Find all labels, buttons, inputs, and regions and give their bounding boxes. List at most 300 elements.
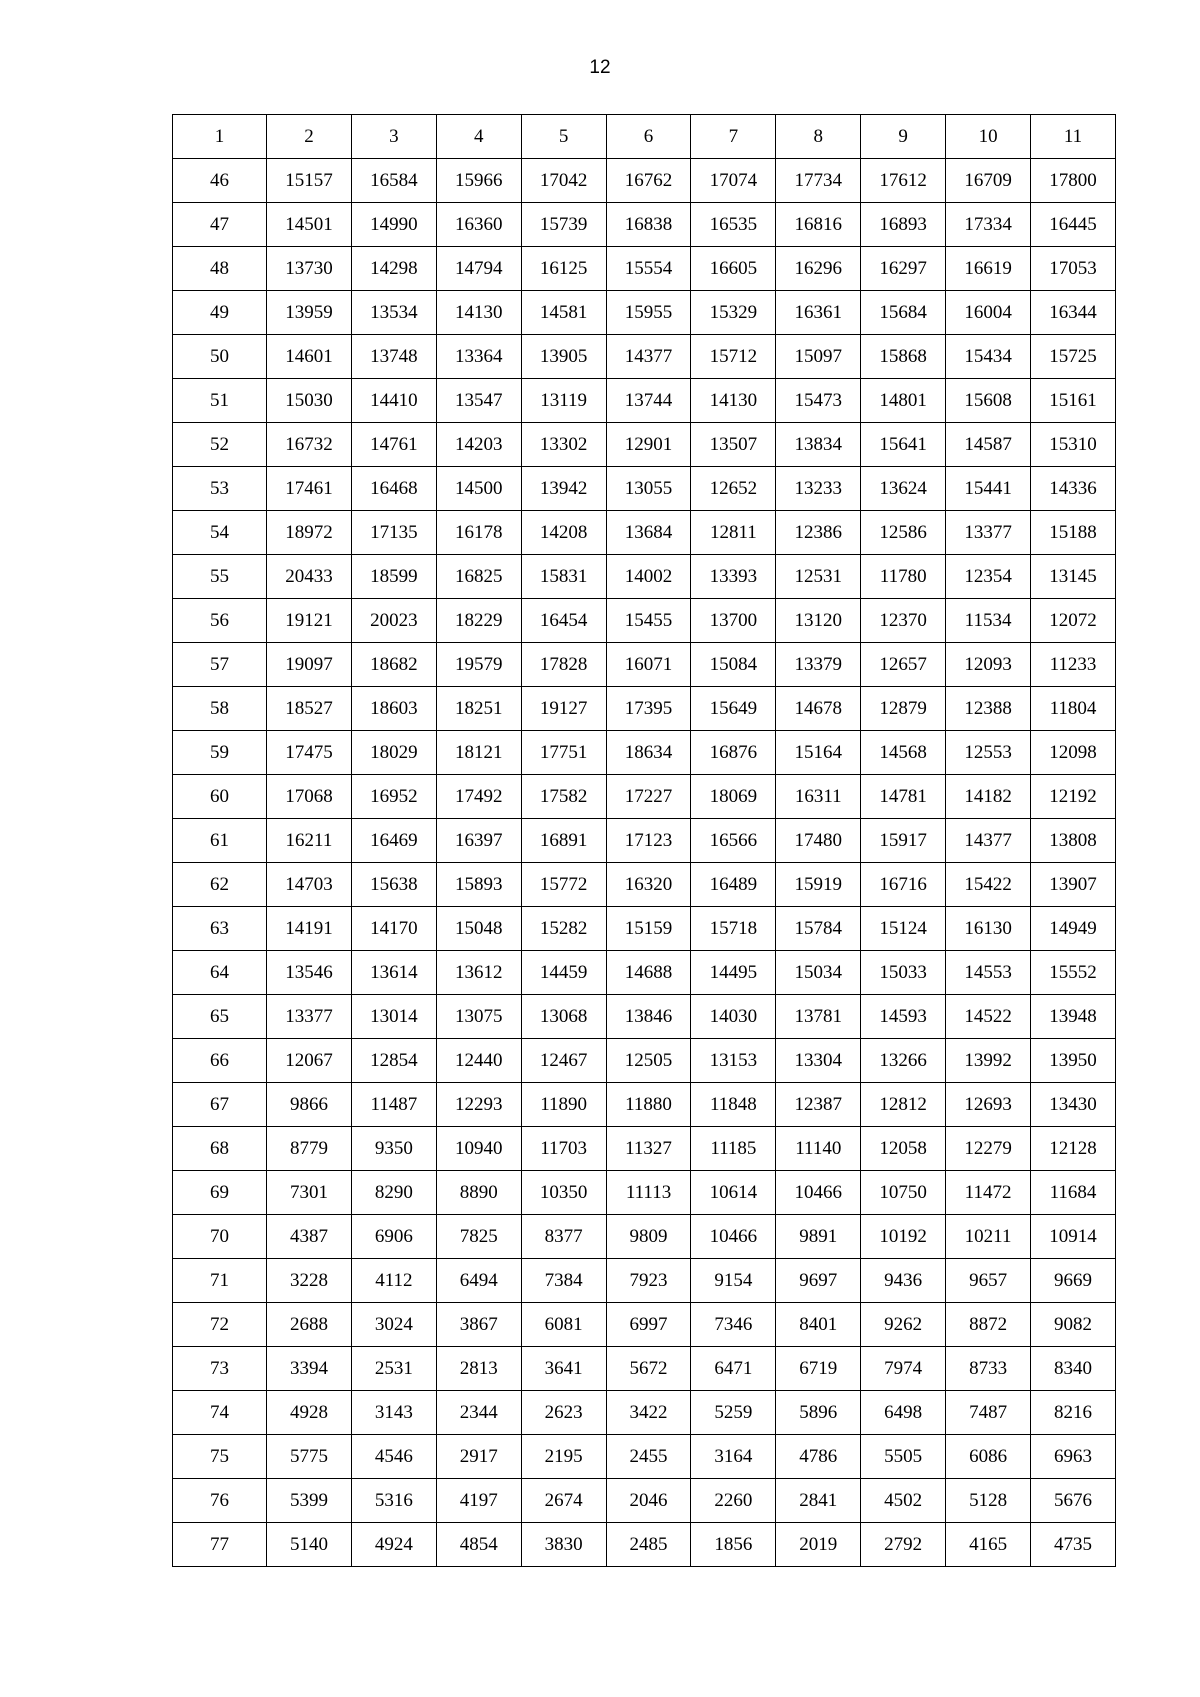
table-cell: 15164 [776,731,861,775]
table-cell: 15554 [606,247,691,291]
table-cell: 4924 [351,1523,436,1567]
table-cell: 12693 [946,1083,1031,1127]
table-cell: 15097 [776,335,861,379]
table-cell: 8779 [267,1127,352,1171]
table-cell: 2688 [267,1303,352,1347]
table-cell: 5676 [1031,1479,1116,1523]
table-cell: 12531 [776,555,861,599]
table-cell: 14298 [351,247,436,291]
row-label-cell: 71 [173,1259,267,1303]
table-cell: 2623 [521,1391,606,1435]
table-cell: 18682 [351,643,436,687]
table-cell: 14688 [606,951,691,995]
row-label-cell: 54 [173,511,267,555]
table-cell: 3164 [691,1435,776,1479]
table-cell: 20433 [267,555,352,599]
table-cell: 14990 [351,203,436,247]
table-cell: 2841 [776,1479,861,1523]
table-cell: 16397 [436,819,521,863]
table-row [173,511,1116,555]
table-cell: 12293 [436,1083,521,1127]
table-cell: 12354 [946,555,1031,599]
table-cell: 7301 [267,1171,352,1215]
table-cell: 6997 [606,1303,691,1347]
table-cell: 16489 [691,863,776,907]
table-cell: 7923 [606,1259,691,1303]
table-cell: 16311 [776,775,861,819]
table-cell: 16619 [946,247,1031,291]
table-cell: 16816 [776,203,861,247]
table-cell: 13233 [776,467,861,511]
table-cell: 4546 [351,1435,436,1479]
table-cell: 6494 [436,1259,521,1303]
row-label-cell: 67 [173,1083,267,1127]
table-cell: 9350 [351,1127,436,1171]
table-cell: 16297 [861,247,946,291]
table-cell: 13119 [521,379,606,423]
page-number: 12 [589,57,611,78]
table-cell: 15161 [1031,379,1116,423]
table-cell: 13379 [776,643,861,687]
table-cell: 18069 [691,775,776,819]
table-cell: 18599 [351,555,436,599]
table-cell: 16732 [267,423,352,467]
table-cell: 12553 [946,731,1031,775]
table-cell: 11848 [691,1083,776,1127]
table-cell: 11703 [521,1127,606,1171]
table-cell: 11684 [1031,1171,1116,1215]
table-cell: 19579 [436,643,521,687]
table-cell: 4502 [861,1479,946,1523]
table-cell: 11185 [691,1127,776,1171]
table-cell: 6906 [351,1215,436,1259]
table-cell: 13507 [691,423,776,467]
table-cell: 14581 [521,291,606,335]
row-label-cell: 68 [173,1127,267,1171]
row-label-cell: 59 [173,731,267,775]
table-cell: 16296 [776,247,861,291]
table-cell: 12440 [436,1039,521,1083]
table-cell: 5140 [267,1523,352,1567]
table-cell: 18603 [351,687,436,731]
table-cell: 16952 [351,775,436,819]
table-row [173,731,1116,775]
column-header: 7 [691,115,776,159]
row-label-cell: 56 [173,599,267,643]
table-cell: 15282 [521,907,606,951]
table-cell: 13302 [521,423,606,467]
table-cell: 12812 [861,1083,946,1127]
row-label-cell: 49 [173,291,267,335]
table-cell: 11327 [606,1127,691,1171]
table-cell: 12279 [946,1127,1031,1171]
table-cell: 5672 [606,1347,691,1391]
table-cell: 17800 [1031,159,1116,203]
table-cell: 16566 [691,819,776,863]
table-cell: 9262 [861,1303,946,1347]
table-cell: 10466 [776,1171,861,1215]
table-cell: 15772 [521,863,606,907]
table-cell: 18121 [436,731,521,775]
table-cell: 17068 [267,775,352,819]
table-cell: 14191 [267,907,352,951]
table-cell: 13846 [606,995,691,1039]
table-cell: 8401 [776,1303,861,1347]
table-cell: 17582 [521,775,606,819]
table-cell: 7487 [946,1391,1031,1435]
table-cell: 12901 [606,423,691,467]
table-row [173,819,1116,863]
table-cell: 15739 [521,203,606,247]
table-cell: 14801 [861,379,946,423]
table-cell: 2455 [606,1435,691,1479]
table-cell: 12657 [861,643,946,687]
table-cell: 15157 [267,159,352,203]
table-cell: 17135 [351,511,436,555]
table-cell: 16605 [691,247,776,291]
table-cell: 5399 [267,1479,352,1523]
table-cell: 9154 [691,1259,776,1303]
table-cell: 4854 [436,1523,521,1567]
table-cell: 17475 [267,731,352,775]
table-cell: 14678 [776,687,861,731]
table-cell: 11880 [606,1083,691,1127]
table-cell: 12467 [521,1039,606,1083]
table-cell: 16535 [691,203,776,247]
column-header: 6 [606,115,691,159]
table-cell: 13992 [946,1039,1031,1083]
row-label-cell: 70 [173,1215,267,1259]
table-cell: 10750 [861,1171,946,1215]
table-cell: 10914 [1031,1215,1116,1259]
table-cell: 17734 [776,159,861,203]
table-cell: 12370 [861,599,946,643]
table-cell: 2344 [436,1391,521,1435]
table-cell: 16838 [606,203,691,247]
table-cell: 13905 [521,335,606,379]
table-cell: 12072 [1031,599,1116,643]
table-row [173,907,1116,951]
table-cell: 14568 [861,731,946,775]
table-cell: 8890 [436,1171,521,1215]
table-cell: 14377 [606,335,691,379]
table-cell: 18634 [606,731,691,775]
table-cell: 2195 [521,1435,606,1479]
table-cell: 5896 [776,1391,861,1435]
table-cell: 9436 [861,1259,946,1303]
row-label-cell: 75 [173,1435,267,1479]
table-cell: 8872 [946,1303,1031,1347]
table-cell: 14500 [436,467,521,511]
table-cell: 10614 [691,1171,776,1215]
table-cell: 9657 [946,1259,1031,1303]
table-cell: 18251 [436,687,521,731]
table-cell: 16709 [946,159,1031,203]
table-cell: 12128 [1031,1127,1116,1171]
table-cell: 12811 [691,511,776,555]
table-cell: 14030 [691,995,776,1039]
row-label-cell: 74 [173,1391,267,1435]
table-cell: 12879 [861,687,946,731]
table-cell: 15784 [776,907,861,951]
table-cell: 16469 [351,819,436,863]
table-cell: 14949 [1031,907,1116,951]
table-cell: 4928 [267,1391,352,1435]
table-cell: 17123 [606,819,691,863]
table-cell: 14182 [946,775,1031,819]
table-cell: 6963 [1031,1435,1116,1479]
row-label-cell: 47 [173,203,267,247]
row-label-cell: 73 [173,1347,267,1391]
table-cell: 18029 [351,731,436,775]
table-cell: 2260 [691,1479,776,1523]
table-cell: 15124 [861,907,946,951]
row-label-cell: 46 [173,159,267,203]
table-row [173,1523,1116,1567]
table-cell: 16876 [691,731,776,775]
table-cell: 15455 [606,599,691,643]
table-row [173,599,1116,643]
table-cell: 14203 [436,423,521,467]
table-cell: 9809 [606,1215,691,1259]
column-header: 11 [1031,115,1116,159]
table-cell: 2813 [436,1347,521,1391]
table-cell: 2046 [606,1479,691,1523]
table-cell: 14501 [267,203,352,247]
row-label-cell: 72 [173,1303,267,1347]
table-cell: 14459 [521,951,606,995]
table-cell: 15084 [691,643,776,687]
table-cell: 14130 [436,291,521,335]
table-cell: 14377 [946,819,1031,863]
table-cell: 14587 [946,423,1031,467]
row-label-cell: 50 [173,335,267,379]
column-header: 3 [351,115,436,159]
table-cell: 12386 [776,511,861,555]
table-cell: 3024 [351,1303,436,1347]
table-cell: 13377 [946,511,1031,555]
table-cell: 16716 [861,863,946,907]
table-cell: 14522 [946,995,1031,1039]
table-cell: 15684 [861,291,946,335]
table-row [173,1391,1116,1435]
table-cell: 13266 [861,1039,946,1083]
table-cell: 12854 [351,1039,436,1083]
table-cell: 14781 [861,775,946,819]
table-row [173,467,1116,511]
table-cell: 16125 [521,247,606,291]
table-cell: 13748 [351,335,436,379]
table-cell: 13075 [436,995,521,1039]
table-cell: 15868 [861,335,946,379]
table-cell: 4387 [267,1215,352,1259]
table-cell: 16344 [1031,291,1116,335]
table-cell: 13393 [691,555,776,599]
data-table [172,114,1116,1567]
table-cell: 12387 [776,1083,861,1127]
table-cell: 14703 [267,863,352,907]
table-cell: 4735 [1031,1523,1116,1567]
row-label-cell: 58 [173,687,267,731]
table-cell: 13948 [1031,995,1116,1039]
data-table-container [172,114,1115,1567]
table-cell: 12388 [946,687,1031,731]
table-cell: 16584 [351,159,436,203]
table-cell: 17480 [776,819,861,863]
table-cell: 9697 [776,1259,861,1303]
table-row [173,863,1116,907]
table-cell: 14170 [351,907,436,951]
table-row [173,687,1116,731]
row-label-cell: 64 [173,951,267,995]
table-row [173,1127,1116,1171]
table-cell: 13614 [351,951,436,995]
table-header-row [173,115,1116,159]
table-cell: 9082 [1031,1303,1116,1347]
table-cell: 13068 [521,995,606,1039]
table-cell: 12093 [946,643,1031,687]
table-cell: 17461 [267,467,352,511]
table-cell: 8733 [946,1347,1031,1391]
table-cell: 14495 [691,951,776,995]
table-cell: 15725 [1031,335,1116,379]
row-label-cell: 53 [173,467,267,511]
table-cell: 3394 [267,1347,352,1391]
table-cell: 20023 [351,599,436,643]
table-cell: 9891 [776,1215,861,1259]
table-cell: 17828 [521,643,606,687]
table-row [173,159,1116,203]
table-cell: 13153 [691,1039,776,1083]
table-cell: 6081 [521,1303,606,1347]
row-label-cell: 55 [173,555,267,599]
table-cell: 9866 [267,1083,352,1127]
row-label-cell: 62 [173,863,267,907]
table-cell: 2674 [521,1479,606,1523]
table-cell: 17334 [946,203,1031,247]
column-header: 2 [267,115,352,159]
table-cell: 2019 [776,1523,861,1567]
column-header: 4 [436,115,521,159]
table-cell: 13730 [267,247,352,291]
table-cell: 16762 [606,159,691,203]
table-cell: 7384 [521,1259,606,1303]
table-cell: 2792 [861,1523,946,1567]
table-cell: 13534 [351,291,436,335]
table-cell: 16071 [606,643,691,687]
table-cell: 13684 [606,511,691,555]
table-cell: 11113 [606,1171,691,1215]
table-cell: 8377 [521,1215,606,1259]
row-label-cell: 48 [173,247,267,291]
table-cell: 5316 [351,1479,436,1523]
table-cell: 7825 [436,1215,521,1259]
row-label-cell: 57 [173,643,267,687]
table-cell: 16178 [436,511,521,555]
table-cell: 16360 [436,203,521,247]
table-cell: 13781 [776,995,861,1039]
table-cell: 9669 [1031,1259,1116,1303]
row-label-cell: 65 [173,995,267,1039]
column-header: 8 [776,115,861,159]
table-cell: 13547 [436,379,521,423]
table-cell: 13808 [1031,819,1116,863]
table-cell: 16445 [1031,203,1116,247]
table-cell: 18972 [267,511,352,555]
table-row [173,291,1116,335]
table-cell: 10350 [521,1171,606,1215]
table-cell: 12192 [1031,775,1116,819]
table-cell: 14593 [861,995,946,1039]
column-header: 10 [946,115,1031,159]
table-cell: 15955 [606,291,691,335]
table-cell: 15831 [521,555,606,599]
table-cell: 8340 [1031,1347,1116,1391]
table-cell: 13055 [606,467,691,511]
table-cell: 10192 [861,1215,946,1259]
table-cell: 17053 [1031,247,1116,291]
table-row [173,1259,1116,1303]
table-cell: 15608 [946,379,1031,423]
table-cell: 15638 [351,863,436,907]
table-cell: 13364 [436,335,521,379]
table-cell: 16893 [861,203,946,247]
table-cell: 11487 [351,1083,436,1127]
table-cell: 12067 [267,1039,352,1083]
table-cell: 15473 [776,379,861,423]
table-cell: 17492 [436,775,521,819]
table-cell: 16130 [946,907,1031,951]
table-cell: 15030 [267,379,352,423]
table-cell: 10940 [436,1127,521,1171]
table-cell: 15966 [436,159,521,203]
column-header: 5 [521,115,606,159]
table-cell: 3143 [351,1391,436,1435]
table-row [173,379,1116,423]
row-label-cell: 77 [173,1523,267,1567]
table-cell: 11780 [861,555,946,599]
table-cell: 15441 [946,467,1031,511]
table-cell: 3830 [521,1523,606,1567]
table-row [173,1479,1116,1523]
table-cell: 13546 [267,951,352,995]
table-cell: 17042 [521,159,606,203]
table-row [173,643,1116,687]
table-cell: 14130 [691,379,776,423]
table-cell: 5775 [267,1435,352,1479]
table-cell: 19121 [267,599,352,643]
table-cell: 8216 [1031,1391,1116,1435]
table-cell: 15718 [691,907,776,951]
table-row [173,423,1116,467]
table-cell: 15048 [436,907,521,951]
table-cell: 13959 [267,291,352,335]
table-cell: 3641 [521,1347,606,1391]
table-cell: 15712 [691,335,776,379]
table-cell: 11804 [1031,687,1116,731]
table-row [173,1435,1116,1479]
table-cell: 10466 [691,1215,776,1259]
table-cell: 15552 [1031,951,1116,995]
column-header: 9 [861,115,946,159]
table-cell: 15159 [606,907,691,951]
table-cell: 13624 [861,467,946,511]
table-cell: 6719 [776,1347,861,1391]
table-cell: 4197 [436,1479,521,1523]
table-cell: 11233 [1031,643,1116,687]
table-cell: 14553 [946,951,1031,995]
table-cell: 2531 [351,1347,436,1391]
